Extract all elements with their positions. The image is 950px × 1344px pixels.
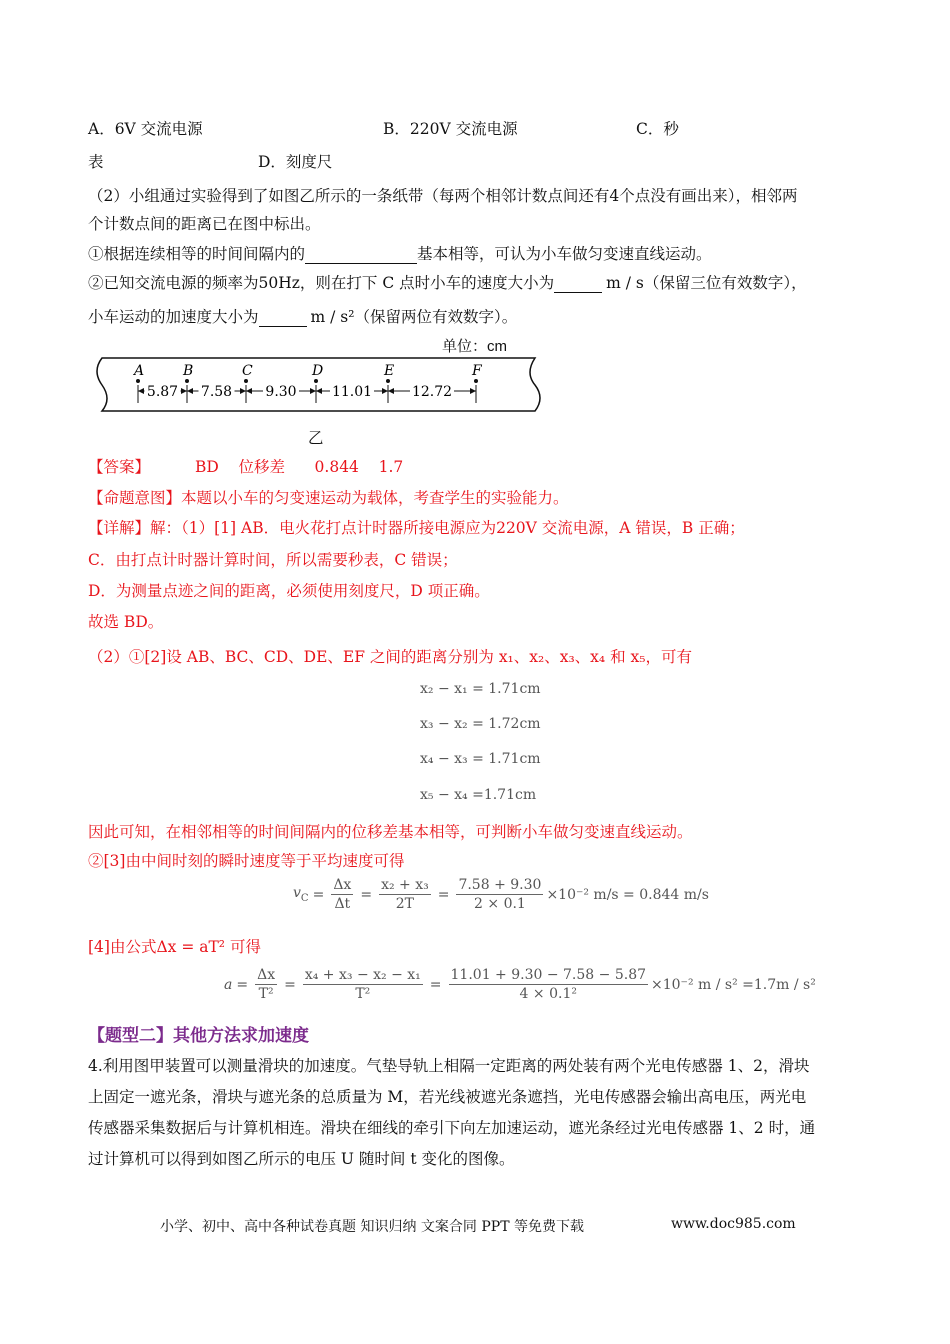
tape-distance-label: 9.30 [265, 384, 297, 400]
option-c: C．秒 [636, 120, 679, 138]
tape-arrowhead [316, 388, 322, 394]
q3-suffix: m / s²（保留两位有效数字）。 [310, 308, 518, 326]
tape-point-label: F [472, 363, 482, 379]
q1-prefix: ①根据连续相等的时间间隔内的 [88, 245, 306, 263]
tape-point-label: E [384, 363, 395, 379]
tape-dot [185, 379, 189, 383]
answer-intent: 【命题意图】本题以小车的匀变速运动为载体，考查学生的实验能力。 [88, 489, 569, 507]
q2-blank [554, 274, 602, 293]
a-lhs: a [224, 976, 233, 993]
answer-detail-2: C．由打点计时器计算时间，所以需要秒表，C 错误； [88, 551, 458, 569]
q1-blank [305, 245, 417, 264]
tape-point-label: D [312, 363, 324, 379]
tape-point-label: C [242, 363, 253, 379]
answer-detail-5: （2）①[2]设 AB、BC、CD、DE、EF 之间的距离分别为 x₁、x₂、x₃、x₄ 和 x₅，可有 [88, 648, 692, 666]
tape-arrowhead [187, 388, 193, 394]
answer-conclusion: 因此可知，在相邻相等的时间间隔内的位移差基本相等，可判断小车做匀变速直线运动。 [88, 823, 693, 841]
tape-unit: 单位：cm [442, 338, 507, 355]
problem4-line4: 过计算机可以得到如图乙所示的电压 U 随时间 t 变化的图像。 [88, 1150, 515, 1168]
tape-distance-label: 5.87 [146, 384, 179, 400]
problem4-line2: 上固定一遮光条，滑块与遮光条的总质量为 M，若光线被遮光条遮挡，光电传感器会输出高电压，两光电 [88, 1088, 807, 1106]
tape-dot [244, 379, 248, 383]
tape-distance-label: 11.01 [331, 384, 373, 400]
tape-arrowhead [388, 388, 394, 394]
tape-arrowhead [138, 388, 144, 394]
tape-arrowhead [240, 388, 246, 394]
equation-4: x₅ − x₄ =1.71cm [420, 787, 537, 803]
answer-detail-4: 故选 BD。 [88, 613, 164, 631]
option-b: B．220V 交流电源 [383, 120, 518, 138]
answer-a-intro: [4]由公式Δx = aT² 可得 [88, 938, 261, 956]
acceleration-formula: a = $\frac{\Delta x}{\text{T²}}$ = $\frac{\text{x₄ + x₃ − x₂ − x₁}}{\text{T²}}$ = $\frac{11.01 + 9.30 - 7.58 - 5.87}{\text{4 × 0.1²}}$ ×10⁻² m / s² =1.7m / s² [224, 967, 816, 1002]
equation-1: x₂ − x₁ = 1.71cm [420, 681, 541, 697]
question-p2-line2: 个计数点间的距离已在图中标出。 [88, 215, 321, 233]
tape-distance-label: 12.72 [411, 384, 453, 400]
v-frac-3: $\frac{7.58 + 9.30}{2 \times 0.1}$ [458, 877, 542, 912]
q1-suffix: 基本相等，可认为小车做匀变速直线运动。 [417, 245, 712, 263]
footer-url: www.doc985.com [671, 1216, 796, 1232]
footer-text: 小学、初中、高中各种试卷真题 知识归纳 文案合同 PPT 等免费下载 [160, 1219, 584, 1235]
v-frac-2: $\frac{\text{x₂ + x₃}}{2T}$ [381, 877, 429, 912]
tape-dot [136, 379, 140, 383]
v-tail: ×10⁻² m/s = 0.844 m/s [546, 886, 709, 903]
a-frac-2: $\frac{\text{x₄ + x₃ − x₂ − x₁}}{\text{T²}}$ [304, 967, 421, 1002]
tape-dot [314, 379, 318, 383]
answer-row [88, 455, 403, 477]
equation-2: x₃ − x₂ = 1.72cm [420, 716, 541, 732]
answer-detail-1: 【详解】解：（1）[1] AB．电火花打点计时器所接电源应为220V 交流电源，A 错误，B 正确； [88, 519, 745, 537]
q2-prefix: ②已知交流电源的频率为50Hz，则在打下 C 点时小车的速度大小为 [88, 274, 555, 292]
v-frac-1: $\frac{\Delta x}{\Delta t}$ [333, 877, 352, 912]
tape-arrowhead [470, 388, 476, 394]
tape-point-label: A [134, 363, 145, 379]
answer-v-intro: ②[3]由中间时刻的瞬时速度等于平均速度可得 [88, 852, 405, 870]
option-a: A．6V 交流电源 [88, 120, 203, 138]
tape-arrowhead [246, 388, 252, 394]
tape-figure [90, 333, 550, 448]
a-frac-3: $\frac{11.01 + 9.30 - 7.58 - 5.87}{\text{4 × 0.1²}}$ [450, 967, 647, 1002]
tape-arrowhead [310, 388, 316, 394]
problem4-line3: 传感器采集数据后与计算机相连。滑块在细线的牵引下向左加速运动，遮光条经过光电传感器 1、2 时，通 [88, 1119, 816, 1137]
q3-prefix: 小车运动的加速度大小为 [88, 308, 259, 326]
q2-suffix: m / s（保留三位有效数字）， [606, 274, 807, 292]
section-title: 【题型二】其他方法求加速度 [88, 1026, 309, 1046]
question-q1 [88, 242, 712, 264]
v-lhs: $v_C$ [293, 885, 309, 904]
tape-arrowhead [382, 388, 388, 394]
tape-arrowhead [181, 388, 187, 394]
answer-label: 【答案】 [88, 458, 151, 476]
option-d: D．刻度尺 [258, 153, 333, 171]
tape-dot [474, 379, 478, 383]
tape-point-label: B [183, 363, 194, 379]
tape-dot [386, 379, 390, 383]
q3-blank [259, 308, 307, 327]
tape-distance-label: 7.58 [200, 384, 233, 400]
velocity-formula: $v_C$ = $\frac{\Delta x}{\Delta t}$ = $\frac{\text{x₂ + x₃}}{2T}$ = $\frac{7.58 + 9.30}{2 \times 0.1}$ ×10⁻² m/s = 0.844 m/s [293, 877, 709, 912]
question-q3 [88, 305, 517, 327]
answer-values: BD 位移差 0.844 1.7 [194, 458, 404, 476]
problem4-line1: 4.利用图甲装置可以测量滑块的加速度。气垫导轨上相隔一定距离的两处装有两个光电传感器 1、2，滑块 [88, 1057, 810, 1075]
a-tail: ×10⁻² m / s² =1.7m / s² [651, 976, 816, 993]
question-p2-line1: （2）小组通过实验得到了如图乙所示的一条纸带（每两个相邻计数点间还有4个点没有画出来），相邻两 [88, 187, 798, 205]
equation-3: x₄ − x₃ = 1.71cm [420, 751, 541, 767]
a-frac-1: $\frac{\Delta x}{\text{T²}}$ [257, 967, 276, 1002]
tape-caption: 乙 [308, 429, 324, 447]
question-q2 [88, 271, 807, 293]
answer-detail-3: D．为测量点迹之间的距离，必须使用刻度尺，D 项正确。 [88, 582, 490, 600]
option-c-cont: 表 [88, 153, 104, 171]
